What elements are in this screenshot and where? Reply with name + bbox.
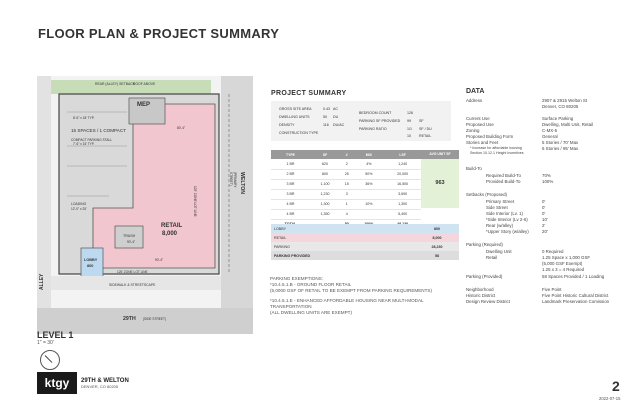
cell: 4 xyxy=(340,209,353,219)
data-value: 0 Required xyxy=(542,249,564,254)
cell: 1,300 xyxy=(384,199,421,209)
cell: 1,240 xyxy=(384,159,421,169)
page-date: 2022-07-15 xyxy=(599,396,621,401)
parking-provided-row xyxy=(271,251,459,260)
lobby-name-label: LOBBY xyxy=(84,258,98,262)
data-value: Five Point Historic Cultural District xyxy=(542,293,609,298)
cell: 1,350 xyxy=(310,209,340,219)
floor-plan xyxy=(37,76,253,334)
cell: 620 xyxy=(310,159,340,169)
table-row xyxy=(271,189,421,199)
lobby-value: 800 xyxy=(434,226,440,231)
table-row xyxy=(271,169,421,179)
dim-904b-label: 90'-4" xyxy=(155,258,164,262)
cell: 1 xyxy=(340,199,353,209)
cell: 3 BR xyxy=(271,189,310,199)
data-value: 0' xyxy=(542,211,546,216)
alley-label: ALLEY xyxy=(39,273,45,290)
retail-value: 8,000 xyxy=(432,235,442,240)
data-value: 1.25 Space x 1,000 GSF xyxy=(542,255,591,260)
cell: 2 xyxy=(340,159,353,169)
stat-value: 50 xyxy=(323,115,327,119)
data-value: General xyxy=(542,134,558,139)
lobby-row xyxy=(271,224,459,233)
stat-label: DWELLING UNITS xyxy=(279,115,310,119)
street-29th-sub-label: (SIDE STREET) xyxy=(143,317,167,321)
retail-row xyxy=(271,233,459,242)
stat-unit: SF / DU xyxy=(419,127,432,131)
data-value: 1.25 x 3 = 4 Required xyxy=(542,267,585,272)
lobby-label: LOBBY xyxy=(274,226,286,231)
data-value: Five Point xyxy=(542,287,562,292)
parking-label: PARKING xyxy=(274,244,290,249)
data-label: Primary Street xyxy=(486,199,515,204)
stat-label: DENSITY xyxy=(279,123,295,127)
cell: 1 BR xyxy=(271,159,310,169)
mep-label: MEP xyxy=(137,102,151,108)
cell: 4% xyxy=(353,159,384,169)
cell: 3 xyxy=(340,189,353,199)
data-label: Provided Build-To xyxy=(486,179,521,184)
project-stats xyxy=(271,101,451,141)
data-value: 2' xyxy=(542,223,546,228)
data-note: * Increase for affordable housing xyxy=(470,146,522,150)
data-label: Retail xyxy=(486,255,498,260)
data-value: (5,000 GSF Exempt) xyxy=(542,261,583,266)
note-line: TRANSPORTATION xyxy=(270,303,312,309)
data-label: Rear (w/alley) xyxy=(486,223,514,228)
col-header: LSF xyxy=(384,150,421,159)
note-line: (ALL DWELLING UNITS ARE EXEMPT) xyxy=(270,310,353,316)
retail-label: RETAIL xyxy=(274,235,287,240)
loading-label: LOADING xyxy=(71,202,87,206)
project-summary-heading: PROJECT SUMMARY xyxy=(271,90,347,97)
cell: 4 BR xyxy=(271,199,310,209)
stat-value: 116 xyxy=(323,123,329,127)
data-value: 58 Spaces Provided / 1 Loading xyxy=(542,274,605,279)
col-header: MIX xyxy=(353,150,384,159)
stat-unit: RETAIL xyxy=(419,134,432,138)
cell: 4 BR xyxy=(271,209,310,219)
note-line: PARKING EXEMPTIONS: xyxy=(270,276,324,281)
street-29th-label: 29TH xyxy=(123,316,136,322)
parking-provided-value: 58 xyxy=(435,253,439,258)
data-label: Proposed Use xyxy=(466,122,494,127)
avg-unit-header: AVG UNIT SF xyxy=(421,150,459,159)
table-row xyxy=(271,209,421,219)
dim-904-label: 90'-4" xyxy=(127,240,136,244)
cell: 15 xyxy=(340,179,353,189)
dim-8004-label: 80'-4" xyxy=(177,126,186,130)
data-label: Proposed Building Form xyxy=(466,134,514,139)
stat-value: 0.43 xyxy=(323,107,330,111)
data-label: Zoning xyxy=(466,128,480,133)
data-label: Historic District xyxy=(466,293,496,298)
sidewalk-label: SIDEWALK & STREETSCAPE xyxy=(109,283,156,287)
data-value: Denver, CO 80205 xyxy=(542,104,579,109)
zone-lot-line-right-label: 125' ZONE LOT LINE xyxy=(193,186,197,217)
parking-provided-label: PARKING PROVIDED xyxy=(274,253,311,258)
floor-plan-drawing xyxy=(37,76,253,334)
parking-spaces-label: 15 SPACES / 1 COMPACT xyxy=(71,128,126,133)
data-label: Parking (Provided) xyxy=(466,274,503,279)
roof-above-label: ROOF ABOVE xyxy=(133,82,156,86)
cell: 3 BR xyxy=(271,179,310,189)
cell: 3,690 xyxy=(384,189,421,199)
data-value: 20' xyxy=(542,229,548,234)
street-welton-sub-label: (PRIMARY STREET) xyxy=(229,172,237,188)
data-label: Stories and Feet xyxy=(466,140,499,145)
data-label: Build-To xyxy=(466,166,482,171)
area-breakdown xyxy=(271,224,459,260)
data-value: Surface Parking xyxy=(542,116,574,121)
cell: 5,400 xyxy=(384,209,421,219)
stat-value: 99 xyxy=(407,119,411,123)
stat-label: PARKING RATIO xyxy=(359,127,387,131)
lobby-sf-label: 800 xyxy=(87,264,94,268)
note-line: *10.4.5.1.B - GROUND FLOOR RETAIL xyxy=(270,282,352,288)
stat-unit: DU/AC xyxy=(333,123,345,127)
cell: 1,100 xyxy=(310,179,340,189)
stat-value: 10 xyxy=(407,134,411,138)
data-label: Setbacks (Proposed) xyxy=(466,192,507,197)
data-value: 5 Stories / 70' Max xyxy=(542,140,579,145)
data-value: Landmark Preservation Comission xyxy=(542,299,610,304)
cell: 10% xyxy=(353,199,384,209)
avg-unit-value: 963 xyxy=(421,159,459,208)
stat-value: 1/1 xyxy=(407,127,412,131)
page-number: 2 xyxy=(612,378,620,394)
stat-unit: SF xyxy=(419,119,424,123)
table-row xyxy=(271,179,421,189)
retail-sf-label: 8,000 xyxy=(162,231,178,237)
data-label: Neighborhood xyxy=(466,287,494,292)
data-value: C-MX-5 xyxy=(542,128,558,133)
data-value: Dwelling, Multi Unit, Retail xyxy=(542,122,593,127)
trash-label: TRASH xyxy=(123,234,136,238)
stat-unit: AC xyxy=(333,107,338,111)
data-value: 10' xyxy=(542,217,548,222)
cell: 800 xyxy=(310,169,340,179)
loading-dims-label: 12'-0" x 25' xyxy=(71,207,87,211)
data-label: Address xyxy=(466,98,483,103)
note-line: (5,0000 GSF OF RETAIL TO BE EXEMPT FROM PARKING REQUIREMENTS) xyxy=(270,288,433,294)
note-line: *10.4.5.1.E - ENHANCED AFFORDABLE HOUSING NEAR MULTI-MODAL xyxy=(270,297,424,303)
parking-value: 28,230 xyxy=(431,244,443,249)
data-label: Side Interior (Lv. 1) xyxy=(486,211,524,216)
data-note: Section 10.12.1 Height Incentives xyxy=(470,151,524,155)
street-welton-label: WELTON xyxy=(239,172,245,194)
cell xyxy=(353,189,384,199)
level-scale: 1" = 30' xyxy=(37,340,54,346)
data-value: 0' xyxy=(542,205,546,210)
data-heading: DATA xyxy=(466,88,485,95)
col-header: SF xyxy=(310,150,340,159)
data-label: Required Build-To xyxy=(486,173,521,178)
cell xyxy=(353,209,384,219)
rear-setback-label: REAR (ALLEY) SETBACK xyxy=(95,82,135,86)
footer-logo xyxy=(37,372,129,394)
cell: 25 xyxy=(340,169,353,179)
project-name: 29TH & WELTON xyxy=(81,377,129,384)
data-value: 100% xyxy=(542,179,554,184)
compact-stall-label: COMPACT PARKING STALL xyxy=(71,138,113,142)
data-label: Design Review District xyxy=(466,299,510,304)
cell: 50% xyxy=(353,169,384,179)
cell: 1,230 xyxy=(310,189,340,199)
cell: 16,500 xyxy=(384,179,421,189)
level-title: LEVEL 1 xyxy=(37,330,74,340)
table-row xyxy=(271,159,421,169)
data-value: 0' xyxy=(542,199,546,204)
col-header: # xyxy=(340,150,353,159)
cell: 36% xyxy=(353,179,384,189)
table-row xyxy=(271,199,421,209)
retail-name-label: RETAIL xyxy=(161,223,183,229)
data-value: 2907 & 2915 Welton St xyxy=(542,98,588,103)
stat-label: GROSS SITE AREA xyxy=(279,107,312,111)
parking-dims-label: 8'-6" x 18' TYP. xyxy=(73,116,95,120)
stat-label: PARKING SF PROVIDED xyxy=(359,119,401,123)
data-label: Parking (Required) xyxy=(466,242,503,247)
cell: 1,300 xyxy=(310,199,340,209)
avg-unit-sf xyxy=(421,150,459,208)
data-value: 70% xyxy=(542,173,551,178)
north-arrow-icon xyxy=(40,350,60,370)
cell: 20,000 xyxy=(384,169,421,179)
data-label: *Upper Story (w/alley) xyxy=(486,229,529,234)
page-title: FLOOR PLAN & PROJECT SUMMARY xyxy=(38,26,280,41)
data-label: Dwelling Unit xyxy=(486,249,512,254)
cell: 2 BR xyxy=(271,169,310,179)
data-value: 6 Stories / 95' Max xyxy=(542,146,579,151)
stat-value: 126 xyxy=(407,111,413,115)
ktgy-logo: ktgy xyxy=(37,372,77,394)
parking-notes xyxy=(270,276,460,316)
stat-label: CONSTRUCTION TYPE xyxy=(279,131,319,135)
data-label: Current Use xyxy=(466,116,490,121)
zone-lot-line-label: 125' ZONE LOT LINE xyxy=(117,270,148,274)
stat-unit: DU xyxy=(333,115,339,119)
col-header: TYPE xyxy=(271,150,310,159)
project-city: DENVER, CO 80205 xyxy=(81,383,119,389)
stat-label: BEDROOM COUNT xyxy=(359,111,392,115)
data-label: *Side Interior (Lv 2-6) xyxy=(486,217,528,222)
compact-dims-label: 7'-6" x 15' TYP. xyxy=(73,142,95,146)
data-label: Side Street xyxy=(486,205,508,210)
parking-row xyxy=(271,242,459,251)
